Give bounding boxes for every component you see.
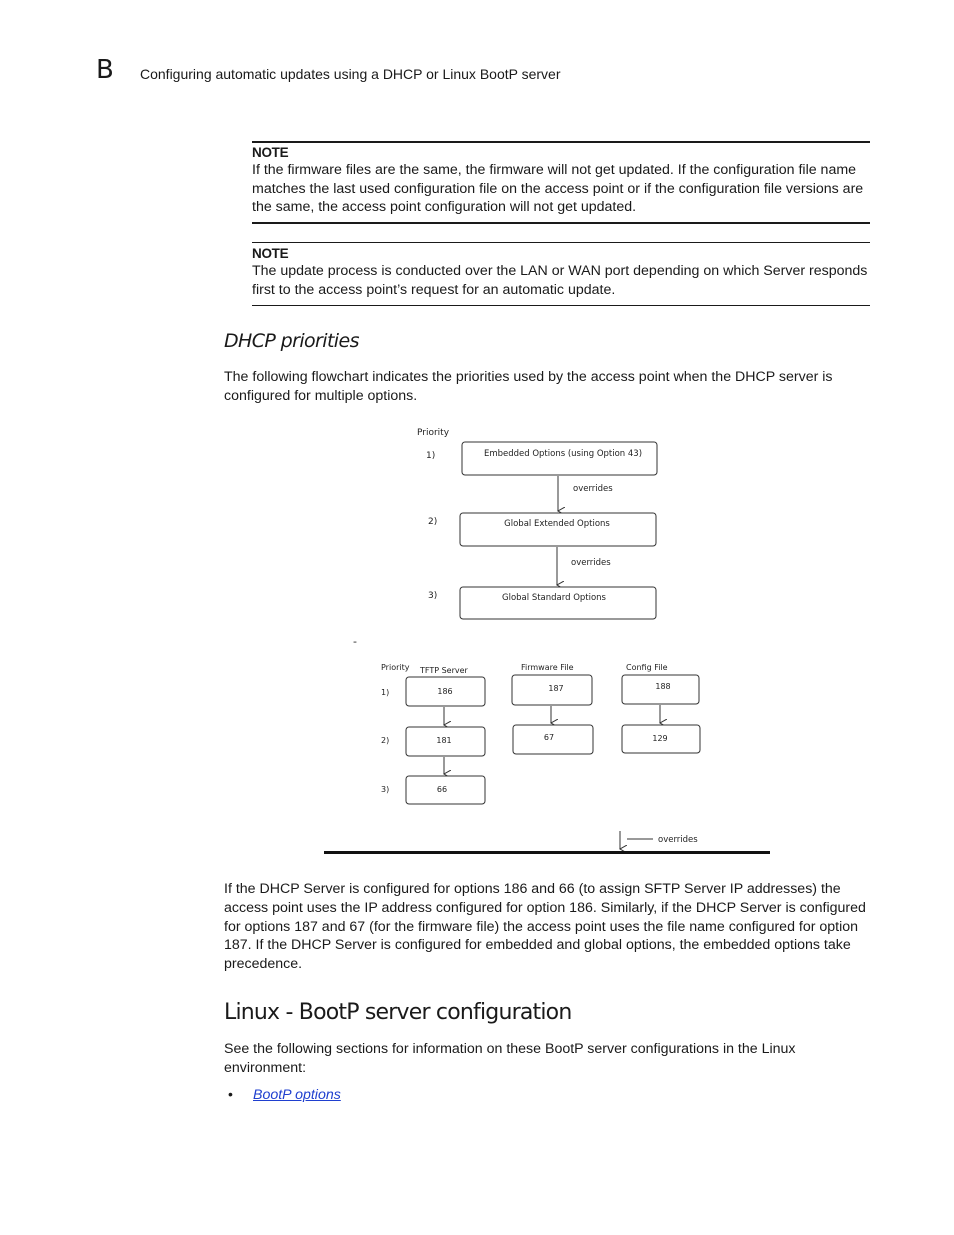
bootp-options-link[interactable]: BootP options: [253, 1087, 341, 1103]
priority-number: 1): [426, 451, 436, 461]
section-heading: DHCP priorities: [224, 330, 359, 352]
flow-box-label: Embedded Options (using Option 43): [483, 449, 643, 459]
note-text: If the firmware files are the same, the firmware will not get updated. If the configuration file name matches the last used configuration file on the access point or if the configuration file versions are the same, the access point configuration will not get updated.: [252, 162, 864, 216]
priority-number: 1): [381, 688, 390, 697]
priority-number: 3): [428, 591, 438, 601]
figure-bottom-rule: [324, 851, 770, 854]
option-value: 187: [548, 684, 564, 693]
priority-label: Priority: [381, 663, 410, 672]
priority-number: 3): [381, 785, 390, 794]
column-header-config: Config File: [626, 663, 668, 672]
flow-box-global-extended-options: [460, 513, 656, 546]
dash-mark: -: [353, 635, 357, 648]
note-text: The update process is conducted over the LAN or WAN port depending on which Server responds first to the access point’s request for an automatic update.: [252, 263, 868, 298]
running-header-title: Configuring automatic updates using a DHCP or Linux BootP server: [140, 66, 561, 82]
priority-number: 2): [428, 517, 438, 527]
arrow-label: overrides: [571, 558, 611, 568]
column-header-tftp: TFTP Server: [420, 666, 468, 675]
option-value: 67: [543, 733, 555, 742]
flow-box-label: Global Standard Options: [502, 593, 606, 603]
priority-label: Priority: [417, 428, 450, 438]
section-intro: The following flowchart indicates the priorities used by the access point when the DHCP server is configured for multiple options.: [224, 369, 833, 404]
column-header-firmware: Firmware File: [521, 663, 574, 672]
option-value: 66: [436, 785, 448, 794]
note-label: NOTE: [252, 145, 289, 160]
option-value: 188: [655, 682, 671, 691]
option-value: 129: [652, 734, 668, 743]
flow-box-global-standard-options: [460, 587, 656, 619]
note-label: NOTE: [252, 246, 289, 261]
chapter-letter: B: [96, 55, 114, 85]
option-value: 181: [436, 736, 452, 745]
flow-box-label: Global Extended Options: [504, 519, 610, 529]
linux-section-intro: See the following sections for information on these BootP server configurations in the Linux environment:: [224, 1041, 796, 1076]
bullet-dot: •: [228, 1086, 233, 1102]
option-value: 186: [437, 687, 453, 696]
legend-label: overrides: [658, 835, 698, 845]
explanation-paragraph: If the DHCP Server is configured for options 186 and 66 (to assign SFTP Server IP addresses) the access point uses the IP address configured for option 186. Similarly, if the DHCP Server is configured for options 187 and 67 (for the firmware file) the access point uses the file name configured for option 187. If the DHCP Server is configured for embedded and global options, the embedded options take precedence.: [224, 881, 866, 973]
linux-section-heading: Linux - BootP server configuration: [224, 1000, 572, 1025]
arrow-label: overrides: [573, 484, 613, 494]
priority-number: 2): [381, 736, 390, 745]
